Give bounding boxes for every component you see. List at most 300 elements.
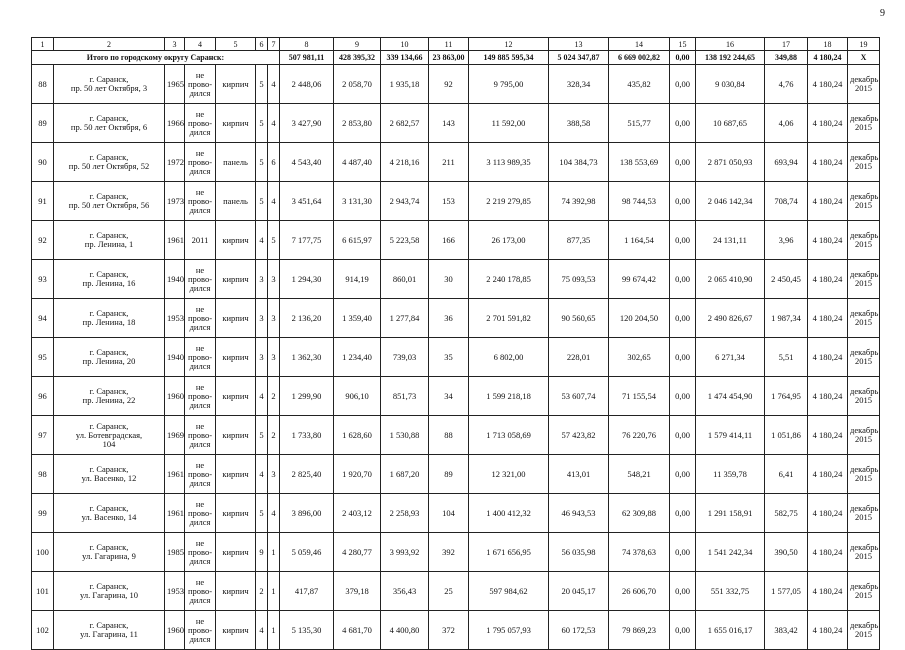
value-cell: 3 427,90 xyxy=(280,104,334,143)
last-repair-cell xyxy=(185,611,216,650)
floors-cell: 3 xyxy=(256,338,268,377)
last-repair-cell xyxy=(185,143,216,182)
value-cell: 211 xyxy=(429,143,469,182)
total-value-cell: 5 024 347,87 xyxy=(549,51,609,65)
value-cell: 74 392,98 xyxy=(549,182,609,221)
value-cell: 0,00 xyxy=(670,455,696,494)
last-repair-cell-line: не xyxy=(195,498,205,509)
deadline-cell-line: декабрь xyxy=(850,425,879,435)
value-cell: 4 180,24 xyxy=(808,455,848,494)
value-cell: 4 180,24 xyxy=(808,299,848,338)
deadline-cell xyxy=(848,377,880,416)
value-cell: 25 xyxy=(429,572,469,611)
deadline-cell-line: декабрь xyxy=(850,269,879,279)
year-built-cell: 1940 xyxy=(165,338,185,377)
value-cell: 11 592,00 xyxy=(469,104,549,143)
deadline-cell xyxy=(848,182,880,221)
last-repair-cell-line: прово- xyxy=(187,78,213,89)
deadline-cell-line: декабрь xyxy=(850,620,879,630)
value-cell: 1 164,54 xyxy=(609,221,670,260)
floors-cell: 5 xyxy=(256,182,268,221)
last-repair-cell-line: не xyxy=(195,342,205,353)
last-repair-cell xyxy=(185,65,216,104)
wall-material-cell: кирпич xyxy=(216,260,256,299)
entrances-cell: 3 xyxy=(268,338,280,377)
value-cell: 0,00 xyxy=(670,65,696,104)
deadline-cell xyxy=(848,416,880,455)
value-cell: 2 490 826,67 xyxy=(696,299,765,338)
column-number-cell: 4 xyxy=(185,38,216,51)
row-number-cell: 97 xyxy=(32,416,54,455)
deadline-cell-line: декабрь xyxy=(850,191,879,201)
value-cell: 2 853,80 xyxy=(334,104,381,143)
last-repair-cell-line: не xyxy=(195,147,205,158)
last-repair-cell-line: дился xyxy=(189,165,211,176)
last-repair-cell-line: прово- xyxy=(187,546,213,557)
value-cell: 34 xyxy=(429,377,469,416)
last-repair-cell-line: дился xyxy=(189,477,211,488)
deadline-cell-line: 2015 xyxy=(855,434,872,444)
value-cell: 36 xyxy=(429,299,469,338)
row-number-cell: 98 xyxy=(32,455,54,494)
value-cell: 1 733,80 xyxy=(280,416,334,455)
entrances-cell: 5 xyxy=(268,221,280,260)
value-cell: 3,96 xyxy=(765,221,808,260)
last-repair-cell-line: дился xyxy=(189,360,211,371)
wall-material-cell: кирпич xyxy=(216,299,256,338)
value-cell: 1 713 058,69 xyxy=(469,416,549,455)
value-cell: 392 xyxy=(429,533,469,572)
value-cell: 153 xyxy=(429,182,469,221)
table-row xyxy=(32,260,880,299)
value-cell: 0,00 xyxy=(670,143,696,182)
value-cell: 0,00 xyxy=(670,611,696,650)
value-cell: 435,82 xyxy=(609,65,670,104)
value-cell: 166 xyxy=(429,221,469,260)
deadline-cell-line: 2015 xyxy=(855,551,872,561)
last-repair-cell xyxy=(185,455,216,494)
value-cell: 30 xyxy=(429,260,469,299)
table-row xyxy=(32,416,880,455)
table-row xyxy=(32,299,880,338)
deadline-cell-line: декабрь xyxy=(850,308,879,318)
deadline-cell-line: декабрь xyxy=(850,113,879,123)
deadline-cell-line: 2015 xyxy=(855,473,872,483)
value-cell: 79 869,23 xyxy=(609,611,670,650)
last-repair-cell-line: дился xyxy=(189,555,211,566)
value-cell: 1 277,84 xyxy=(381,299,429,338)
address-cell xyxy=(54,338,165,377)
column-number-cell: 10 xyxy=(381,38,429,51)
entrances-cell: 4 xyxy=(268,65,280,104)
deadline-cell-line: декабрь xyxy=(850,74,879,84)
value-cell: 1 920,70 xyxy=(334,455,381,494)
last-repair-cell-line: не xyxy=(195,264,205,275)
value-cell: 1 655 016,17 xyxy=(696,611,765,650)
value-cell: 4 180,24 xyxy=(808,221,848,260)
value-cell: 2 046 142,34 xyxy=(696,182,765,221)
value-cell: 2 701 591,82 xyxy=(469,299,549,338)
last-repair-cell-line: прово- xyxy=(187,507,213,518)
address-cell-line: пр. 50 лет Октября, 52 xyxy=(68,161,150,171)
address-cell-line: г. Саранск, xyxy=(89,74,129,84)
value-cell: 71 155,54 xyxy=(609,377,670,416)
total-value-cell: 149 885 595,34 xyxy=(469,51,549,65)
address-cell-line: г. Саранск, xyxy=(89,464,129,474)
value-cell: 4 180,24 xyxy=(808,182,848,221)
value-cell: 851,73 xyxy=(381,377,429,416)
value-cell: 88 xyxy=(429,416,469,455)
total-value-cell: 23 863,00 xyxy=(429,51,469,65)
floors-cell: 4 xyxy=(256,221,268,260)
row-number-cell: 91 xyxy=(32,182,54,221)
entrances-cell: 4 xyxy=(268,104,280,143)
wall-material-cell: кирпич xyxy=(216,611,256,650)
value-cell: 143 xyxy=(429,104,469,143)
year-built-cell: 1960 xyxy=(165,377,185,416)
address-cell-line: г. Саранск, xyxy=(89,152,129,162)
deadline-cell xyxy=(848,299,880,338)
value-cell: 4 180,24 xyxy=(808,416,848,455)
value-cell: 906,10 xyxy=(334,377,381,416)
address-cell-line: г. Саранск, xyxy=(89,269,129,279)
year-built-cell: 1940 xyxy=(165,260,185,299)
table-row xyxy=(32,104,880,143)
last-repair-cell xyxy=(185,338,216,377)
year-built-cell: 1972 xyxy=(165,143,185,182)
value-cell: 138 553,69 xyxy=(609,143,670,182)
value-cell: 4 280,77 xyxy=(334,533,381,572)
value-cell: 1 294,30 xyxy=(280,260,334,299)
value-cell: 20 045,17 xyxy=(549,572,609,611)
address-cell-line: г. Саранск, xyxy=(89,581,129,591)
last-repair-cell-line: дился xyxy=(189,126,211,137)
floors-cell: 4 xyxy=(256,455,268,494)
value-cell: 1 599 218,18 xyxy=(469,377,549,416)
floors-cell: 5 xyxy=(256,494,268,533)
address-cell-line: г. Саранск, xyxy=(89,386,129,396)
value-cell: 390,50 xyxy=(765,533,808,572)
value-cell: 515,77 xyxy=(609,104,670,143)
deadline-cell xyxy=(848,104,880,143)
column-number-cell: 18 xyxy=(808,38,848,51)
value-cell: 0,00 xyxy=(670,104,696,143)
column-number-cell: 17 xyxy=(765,38,808,51)
deadline-cell-line: 2015 xyxy=(855,629,872,639)
deadline-cell xyxy=(848,143,880,182)
address-cell xyxy=(54,494,165,533)
address-cell-line: ул. Васенко, 12 xyxy=(81,473,137,483)
address-cell-line: г. Саранск, xyxy=(89,620,129,630)
last-repair-cell-line: не xyxy=(195,537,205,548)
last-repair-cell-line: не xyxy=(195,459,205,470)
value-cell: 1 400 412,32 xyxy=(469,494,549,533)
deadline-cell xyxy=(848,572,880,611)
address-cell xyxy=(54,416,165,455)
value-cell: 53 607,74 xyxy=(549,377,609,416)
year-built-cell: 1969 xyxy=(165,416,185,455)
value-cell: 383,42 xyxy=(765,611,808,650)
value-cell: 328,34 xyxy=(549,65,609,104)
value-cell: 4 218,16 xyxy=(381,143,429,182)
value-cell: 0,00 xyxy=(670,299,696,338)
row-number-cell: 101 xyxy=(32,572,54,611)
value-cell: 46 943,53 xyxy=(549,494,609,533)
last-repair-cell-line: дился xyxy=(189,516,211,527)
row-number-cell: 90 xyxy=(32,143,54,182)
address-cell-line: г. Саранск, xyxy=(89,113,129,123)
value-cell: 1 671 656,95 xyxy=(469,533,549,572)
year-built-cell: 1985 xyxy=(165,533,185,572)
value-cell: 4 180,24 xyxy=(808,572,848,611)
value-cell: 693,94 xyxy=(765,143,808,182)
last-repair-cell xyxy=(185,494,216,533)
value-cell: 4 543,40 xyxy=(280,143,334,182)
address-cell-line: пр. Ленина, 20 xyxy=(82,356,136,366)
year-built-cell: 1960 xyxy=(165,611,185,650)
last-repair-cell-line: прово- xyxy=(187,273,213,284)
deadline-cell xyxy=(848,221,880,260)
last-repair-cell xyxy=(185,533,216,572)
value-cell: 0,00 xyxy=(670,338,696,377)
value-cell: 582,75 xyxy=(765,494,808,533)
value-cell: 2 403,12 xyxy=(334,494,381,533)
last-repair-cell-line: не xyxy=(195,186,205,197)
value-cell: 12 321,00 xyxy=(469,455,549,494)
deadline-cell-line: 2015 xyxy=(855,317,872,327)
floors-cell: 2 xyxy=(256,572,268,611)
value-cell: 1 234,40 xyxy=(334,338,381,377)
row-number-cell: 95 xyxy=(32,338,54,377)
value-cell: 120 204,50 xyxy=(609,299,670,338)
address-cell xyxy=(54,260,165,299)
value-cell: 2 448,06 xyxy=(280,65,334,104)
value-cell: 2 825,40 xyxy=(280,455,334,494)
entrances-cell: 4 xyxy=(268,182,280,221)
entrances-cell: 3 xyxy=(268,455,280,494)
value-cell: 1 579 414,11 xyxy=(696,416,765,455)
row-number-cell: 102 xyxy=(32,611,54,650)
deadline-cell-line: 2015 xyxy=(855,512,872,522)
value-cell: 1 935,18 xyxy=(381,65,429,104)
wall-material-cell: кирпич xyxy=(216,533,256,572)
row-number-cell: 94 xyxy=(32,299,54,338)
last-repair-cell xyxy=(185,299,216,338)
last-repair-cell-line: прово- xyxy=(187,156,213,167)
column-number-cell: 15 xyxy=(670,38,696,51)
value-cell: 4 180,24 xyxy=(808,65,848,104)
table-row xyxy=(32,533,880,572)
value-cell: 0,00 xyxy=(670,494,696,533)
deadline-cell-line: декабрь xyxy=(850,386,879,396)
value-cell: 4 180,24 xyxy=(808,338,848,377)
column-number-cell: 7 xyxy=(268,38,280,51)
value-cell: 548,21 xyxy=(609,455,670,494)
last-repair-cell xyxy=(185,182,216,221)
row-number-cell: 99 xyxy=(32,494,54,533)
last-repair-cell-line: дился xyxy=(189,594,211,605)
value-cell: 104 384,73 xyxy=(549,143,609,182)
row-number-cell: 100 xyxy=(32,533,54,572)
floors-cell: 5 xyxy=(256,143,268,182)
last-repair-cell xyxy=(185,572,216,611)
value-cell: 98 744,53 xyxy=(609,182,670,221)
row-number-cell: 92 xyxy=(32,221,54,260)
table-row xyxy=(32,455,880,494)
value-cell: 2 065 410,90 xyxy=(696,260,765,299)
deadline-cell-line: 2015 xyxy=(855,83,872,93)
address-cell-line: 104 xyxy=(102,438,116,449)
value-cell: 0,00 xyxy=(670,533,696,572)
address-cell xyxy=(54,611,165,650)
value-cell: 4 400,80 xyxy=(381,611,429,650)
address-cell-line: пр. 50 лет Октября, 56 xyxy=(68,200,150,210)
table-row xyxy=(32,338,880,377)
value-cell: 6 802,00 xyxy=(469,338,549,377)
last-repair-cell-line: прово- xyxy=(187,351,213,362)
value-cell: 1 362,30 xyxy=(280,338,334,377)
table-row xyxy=(32,182,880,221)
value-cell: 92 xyxy=(429,65,469,104)
total-value-cell: 4 180,24 xyxy=(808,51,848,65)
last-repair-cell-line: дился xyxy=(189,321,211,332)
floors-cell: 5 xyxy=(256,65,268,104)
value-cell: 0,00 xyxy=(670,182,696,221)
address-cell-line: пр. Ленина, 18 xyxy=(82,317,136,327)
total-value-cell: 6 669 002,82 xyxy=(609,51,670,65)
value-cell: 11 359,78 xyxy=(696,455,765,494)
address-cell xyxy=(54,533,165,572)
deadline-cell-line: 2015 xyxy=(855,395,872,405)
value-cell: 62 309,88 xyxy=(609,494,670,533)
value-cell: 0,00 xyxy=(670,377,696,416)
value-cell: 9 795,00 xyxy=(469,65,549,104)
wall-material-cell: кирпич xyxy=(216,338,256,377)
deadline-cell-line: декабрь xyxy=(850,542,879,552)
value-cell: 2 450,45 xyxy=(765,260,808,299)
value-cell: 417,87 xyxy=(280,572,334,611)
address-cell-line: пр. 50 лет Октября, 6 xyxy=(70,122,148,132)
deadline-cell-line: 2015 xyxy=(855,161,872,171)
value-cell: 75 093,53 xyxy=(549,260,609,299)
value-cell: 4 180,24 xyxy=(808,611,848,650)
value-cell: 89 xyxy=(429,455,469,494)
value-cell: 379,18 xyxy=(334,572,381,611)
total-value-cell: 507 981,11 xyxy=(280,51,334,65)
column-number-row xyxy=(32,38,880,51)
floors-cell: 5 xyxy=(256,416,268,455)
address-cell-line: г. Саранск, xyxy=(89,191,129,201)
deadline-cell-line: 2015 xyxy=(855,200,872,210)
value-cell: 6 615,97 xyxy=(334,221,381,260)
value-cell: 877,35 xyxy=(549,221,609,260)
address-cell-line: г. Саранск, xyxy=(89,230,129,240)
total-value-cell: X xyxy=(848,51,880,65)
last-repair-cell-line: не xyxy=(195,108,205,119)
value-cell: 1 051,86 xyxy=(765,416,808,455)
value-cell: 3 113 989,35 xyxy=(469,143,549,182)
year-built-cell: 1961 xyxy=(165,494,185,533)
address-cell xyxy=(54,377,165,416)
value-cell: 1 530,88 xyxy=(381,416,429,455)
wall-material-cell: кирпич xyxy=(216,221,256,260)
value-cell: 57 423,82 xyxy=(549,416,609,455)
value-cell: 3 131,30 xyxy=(334,182,381,221)
column-number-cell: 16 xyxy=(696,38,765,51)
year-built-cell: 1953 xyxy=(165,299,185,338)
deadline-cell xyxy=(848,260,880,299)
address-cell xyxy=(54,221,165,260)
address-cell-line: ул. Гагарина, 10 xyxy=(80,590,138,600)
deadline-cell-line: 2015 xyxy=(855,122,872,132)
value-cell: 372 xyxy=(429,611,469,650)
address-cell xyxy=(54,143,165,182)
address-cell xyxy=(54,65,165,104)
last-repair-cell-line: прово- xyxy=(187,624,213,635)
last-repair-cell-line: дился xyxy=(189,204,211,215)
last-repair-cell xyxy=(185,104,216,143)
value-cell: 6,41 xyxy=(765,455,808,494)
last-repair-cell-line: прово- xyxy=(187,117,213,128)
value-cell: 1 628,60 xyxy=(334,416,381,455)
value-cell: 76 220,76 xyxy=(609,416,670,455)
table-row xyxy=(32,611,880,650)
deadline-cell-line: 2015 xyxy=(855,590,872,600)
year-built-cell: 1953 xyxy=(165,572,185,611)
deadline-cell-line: 2015 xyxy=(855,356,872,366)
address-cell xyxy=(54,299,165,338)
entrances-cell: 6 xyxy=(268,143,280,182)
deadline-cell xyxy=(848,338,880,377)
value-cell: 1 474 454,90 xyxy=(696,377,765,416)
last-repair-cell-line: дился xyxy=(189,399,211,410)
value-cell: 6 271,34 xyxy=(696,338,765,377)
entrances-cell: 3 xyxy=(268,260,280,299)
value-cell: 914,19 xyxy=(334,260,381,299)
value-cell: 228,01 xyxy=(549,338,609,377)
wall-material-cell: кирпич xyxy=(216,104,256,143)
value-cell: 4 681,70 xyxy=(334,611,381,650)
last-repair-cell-line: прово- xyxy=(187,390,213,401)
address-cell-line: г. Саранск, xyxy=(89,347,129,357)
column-number-cell: 3 xyxy=(165,38,185,51)
wall-material-cell: кирпич xyxy=(216,65,256,104)
value-cell: 2 871 050,93 xyxy=(696,143,765,182)
value-cell: 1 764,95 xyxy=(765,377,808,416)
value-cell: 1 299,90 xyxy=(280,377,334,416)
wall-material-cell: кирпич xyxy=(216,494,256,533)
value-cell: 4 180,24 xyxy=(808,377,848,416)
last-repair-cell-line: не xyxy=(195,381,205,392)
value-cell: 1 987,34 xyxy=(765,299,808,338)
wall-material-cell: панель xyxy=(216,143,256,182)
last-repair-cell-line: прово- xyxy=(187,312,213,323)
value-cell: 5,51 xyxy=(765,338,808,377)
value-cell: 56 035,98 xyxy=(549,533,609,572)
entrances-cell: 1 xyxy=(268,533,280,572)
column-number-cell: 9 xyxy=(334,38,381,51)
value-cell: 2 943,74 xyxy=(381,182,429,221)
column-number-cell: 13 xyxy=(549,38,609,51)
value-cell: 1 795 057,93 xyxy=(469,611,549,650)
total-value-cell: 0,00 xyxy=(670,51,696,65)
column-number-cell: 8 xyxy=(280,38,334,51)
table-row xyxy=(32,221,880,260)
row-number-cell: 93 xyxy=(32,260,54,299)
value-cell: 4,06 xyxy=(765,104,808,143)
column-number-cell: 14 xyxy=(609,38,670,51)
address-cell xyxy=(54,182,165,221)
